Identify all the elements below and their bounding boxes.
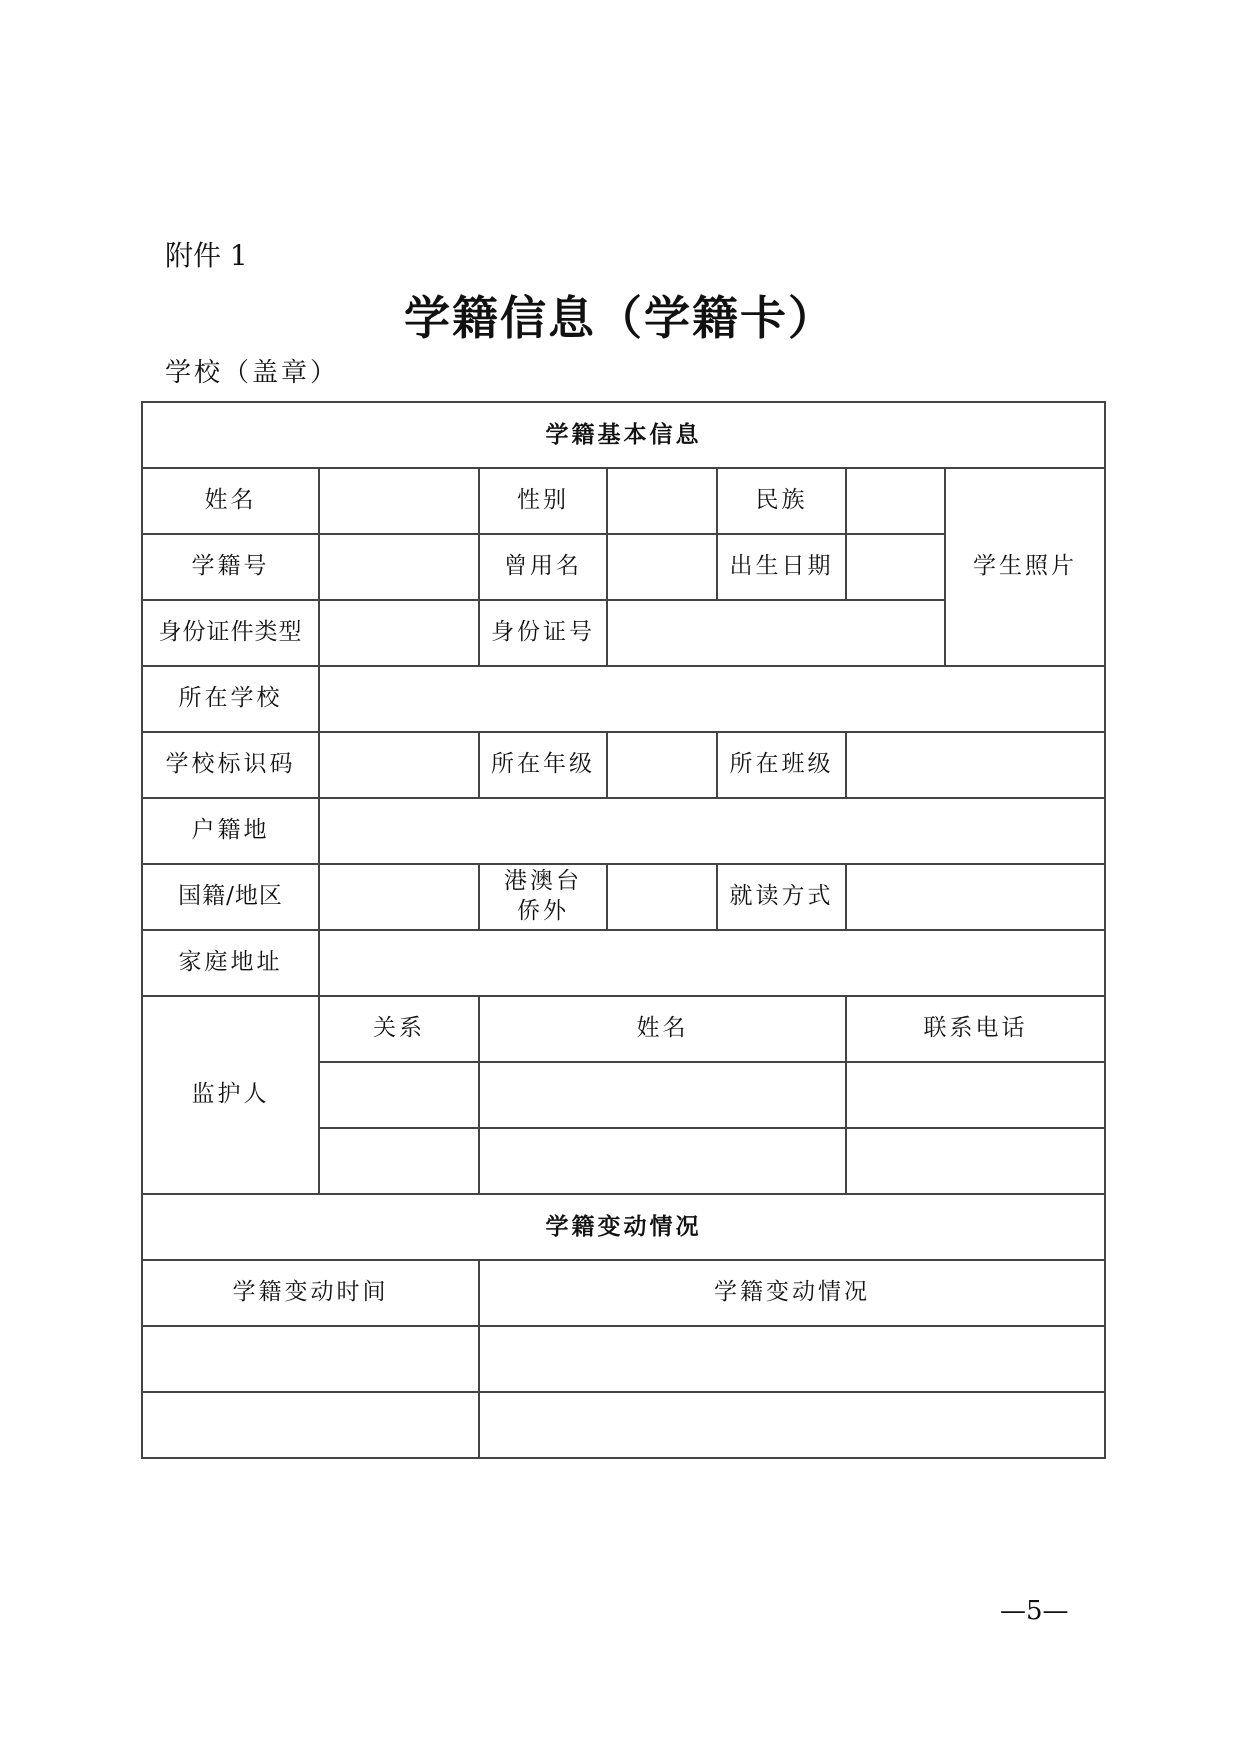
field-name[interactable] xyxy=(319,468,479,534)
label-name: 姓名 xyxy=(142,468,319,534)
status-change-row xyxy=(142,1392,1105,1458)
status-change-row xyxy=(142,1326,1105,1392)
label-gender: 性别 xyxy=(479,468,607,534)
status-details-field[interactable] xyxy=(479,1392,1105,1458)
attachment-label: 附件 1 xyxy=(165,239,248,272)
label-birth-date: 出生日期 xyxy=(717,534,846,600)
status-time-field[interactable] xyxy=(142,1392,479,1458)
label-hk-macao-tw-line1: 港澳台 xyxy=(504,868,582,895)
label-school-code: 学校标识码 xyxy=(142,732,319,798)
field-gender[interactable] xyxy=(607,468,717,534)
label-nationality: 国籍/地区 xyxy=(142,864,319,930)
guardian-col-relationship: 关系 xyxy=(319,996,479,1062)
label-home-address: 家庭地址 xyxy=(142,930,319,996)
label-hk-macao-tw-overseas xyxy=(479,864,607,930)
page-number: —5— xyxy=(1000,1596,1069,1626)
label-hk-macao-tw-line2: 侨外 xyxy=(517,898,569,924)
label-class: 所在班级 xyxy=(717,732,846,798)
label-student-id: 学籍号 xyxy=(142,534,319,600)
label-former-name: 曾用名 xyxy=(479,534,607,600)
photo-box[interactable]: 学生照片 xyxy=(945,468,1105,666)
label-school: 所在学校 xyxy=(142,666,319,732)
field-hk-macao-tw-overseas[interactable] xyxy=(607,864,717,930)
guardian-name-field[interactable] xyxy=(479,1128,846,1194)
field-grade[interactable] xyxy=(607,732,717,798)
status-col-time: 学籍变动时间 xyxy=(142,1260,479,1326)
field-household-registration[interactable] xyxy=(319,798,1105,864)
field-former-name[interactable] xyxy=(607,534,717,600)
section-title-basic-info: 学籍基本信息 xyxy=(142,402,1105,468)
guardian-col-name: 姓名 xyxy=(479,996,846,1062)
field-school[interactable] xyxy=(319,666,1105,732)
label-id-type: 身份证件类型 xyxy=(142,600,319,666)
label-household-registration: 户籍地 xyxy=(142,798,319,864)
status-details-field[interactable] xyxy=(479,1326,1105,1392)
school-stamp-label: 学校（盖章） xyxy=(165,358,340,388)
field-ethnicity[interactable] xyxy=(846,468,945,534)
guardian-name-field[interactable] xyxy=(479,1062,846,1128)
field-class[interactable] xyxy=(846,732,1105,798)
field-study-mode[interactable] xyxy=(846,864,1105,930)
status-col-details: 学籍变动情况 xyxy=(479,1260,1105,1326)
label-grade: 所在年级 xyxy=(479,732,607,798)
label-study-mode: 就读方式 xyxy=(717,864,846,930)
guardian-col-phone: 联系电话 xyxy=(846,996,1105,1062)
guardian-relationship-field[interactable] xyxy=(319,1128,479,1194)
label-ethnicity: 民族 xyxy=(717,468,846,534)
guardian-phone-field[interactable] xyxy=(846,1128,1105,1194)
status-time-field[interactable] xyxy=(142,1326,479,1392)
section-title-status-changes: 学籍变动情况 xyxy=(142,1194,1105,1260)
student-record-card xyxy=(141,401,1106,1459)
label-guardian: 监护人 xyxy=(142,996,319,1194)
guardian-relationship-field[interactable] xyxy=(319,1062,479,1128)
label-id-number: 身份证号 xyxy=(479,600,607,666)
field-id-type[interactable] xyxy=(319,600,479,666)
field-nationality[interactable] xyxy=(319,864,479,930)
field-id-number[interactable] xyxy=(607,600,945,666)
field-home-address[interactable] xyxy=(319,930,1105,996)
field-school-code[interactable] xyxy=(319,732,479,798)
field-student-id[interactable] xyxy=(319,534,479,600)
guardian-phone-field[interactable] xyxy=(846,1062,1105,1128)
field-birth-date[interactable] xyxy=(846,534,945,600)
page-title: 学籍信息（学籍卡） xyxy=(404,291,836,345)
